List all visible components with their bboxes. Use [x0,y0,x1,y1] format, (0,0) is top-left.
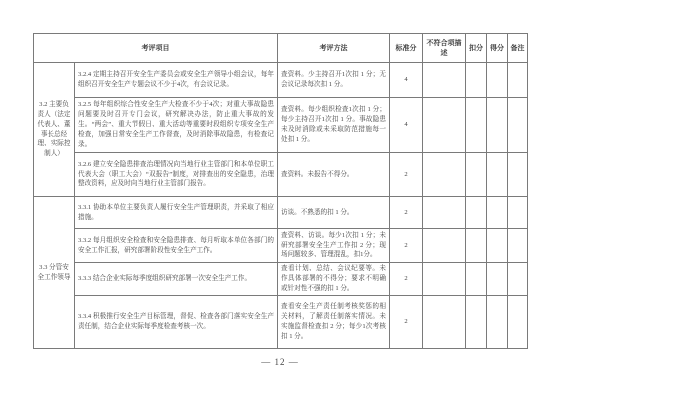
item-cell: 3.3.2 每月组织安全检查和安全隐患排查、每月听取本单位各部门的安全工作汇报，研究部署阶段性安全生产工作。 [75,229,278,263]
method-cell: 查资料。每少组织检查1次扣 1 分；每少主持召开1次扣 1 分。事故隐患未及时消除或未采取防范措施每一处扣 1 分。 [278,98,390,153]
deduction-cell [466,63,487,98]
remarks-cell [508,63,528,98]
item-cell: 3.3.4 积极推行安全生产目标管理，督促、检查各部门落实安全生产责任制，结合企业实际每季度检查考核一次。 [75,296,278,349]
remarks-cell [508,263,528,296]
score-cell [487,98,508,153]
standard-score-cell: 2 [390,229,423,263]
item-cell: 3.3.3 结合企业实际每季度组织研究部署一次安全生产工作。 [75,263,278,296]
method-cell: 查看安全生产责任制考核奖惩的相关材料，了解责任制落实情况。未实施监督检查扣 2 分；每少1次考核扣 1 分。 [278,296,390,349]
header-score: 得分 [487,34,508,63]
deduction-cell [466,296,487,349]
score-cell [487,197,508,229]
score-cell [487,263,508,296]
group-label-cell: 3.3 分管安全工作领导 [34,197,75,349]
standard-score-cell: 4 [390,63,423,98]
table-row [34,153,528,197]
table-row [34,263,528,296]
group-label-cell: 3.2 主要负责人（法定代表人、董事长总经理、实际控制人） [34,63,75,197]
method-cell: 查看计划、总结、会议纪要等。未作具体部署的不得分；要求不明确或针对性不强的扣 1 分。 [278,263,390,296]
item-cell: 3.3.1 协助本单位主要负责人履行安全生产管理职责，并采取了相应措施。 [75,197,278,229]
score-cell [487,296,508,349]
item-cell: 3.2.4 定期主持召开安全生产委员会或安全生产领导小组会议，每年组织召开安全生产专题会议不少于4次，有会议记录。 [75,63,278,98]
method-cell: 查资料。未报告不得分。 [278,153,390,197]
item-cell: 3.2.6 建立安全隐患排查治理情况向当地行业主管部门和本单位职工代表大会（职工大会）“双报告”制度，对排查出的安全隐患，治理整改资料，应及时向当地行业主管部门报告。 [75,153,278,197]
standard-score-cell: 2 [390,153,423,197]
method-cell: 查资料。少主持召开1次扣 1 分；无会议记录每次扣 1 分。 [278,63,390,98]
remarks-cell [508,98,528,153]
header-method: 考评方法 [278,34,390,63]
standard-score-cell: 2 [390,263,423,296]
header-nonconformity: 不符合项描述 [423,34,466,63]
deduction-cell [466,153,487,197]
item-cell: 3.2.5 每年组织综合性安全生产大检查不少于4次；对重大事故隐患问题要及时召开专门会议，研究解决办法，防止重大事故的发生。“两会”、重大节假日、重大活动等重要时段组织专项安全生产检查，加强日常安全生产工作督查，及时消除事故隐患，有检查记录。 [75,98,278,153]
standard-score-cell: 2 [390,197,423,229]
nonconformity-cell [423,98,466,153]
remarks-cell [508,229,528,263]
header-deduction: 扣分 [466,34,487,63]
nonconformity-cell [423,153,466,197]
nonconformity-cell [423,197,466,229]
remarks-cell [508,197,528,229]
deduction-cell [466,98,487,153]
remarks-cell [508,153,528,197]
nonconformity-cell [423,263,466,296]
assessment-table [33,33,528,349]
score-cell [487,153,508,197]
table-row [34,296,528,349]
deduction-cell [466,197,487,229]
table-header-row [34,34,528,63]
score-cell [487,229,508,263]
header-item: 考评项目 [34,34,278,63]
table-row [34,197,528,229]
table-row [34,229,528,263]
table-row [34,98,528,153]
remarks-cell [508,296,528,349]
score-cell [487,63,508,98]
nonconformity-cell [423,296,466,349]
table-row [34,63,528,98]
method-cell: 查资料、访谈。每少1次扣 1 分；未研究部署安全生产工作扣 2 分；现场问题较多、管理混乱，扣1分。 [278,229,390,263]
deduction-cell [466,229,487,263]
standard-score-cell: 2 [390,296,423,349]
method-cell: 访谈。不熟悉的扣 1 分。 [278,197,390,229]
header-standard-score: 标准分 [390,34,423,63]
standard-score-cell: 4 [390,98,423,153]
header-remarks: 备注 [508,34,528,63]
page-number: — 12 — [261,357,299,367]
nonconformity-cell [423,229,466,263]
deduction-cell [466,263,487,296]
nonconformity-cell [423,63,466,98]
